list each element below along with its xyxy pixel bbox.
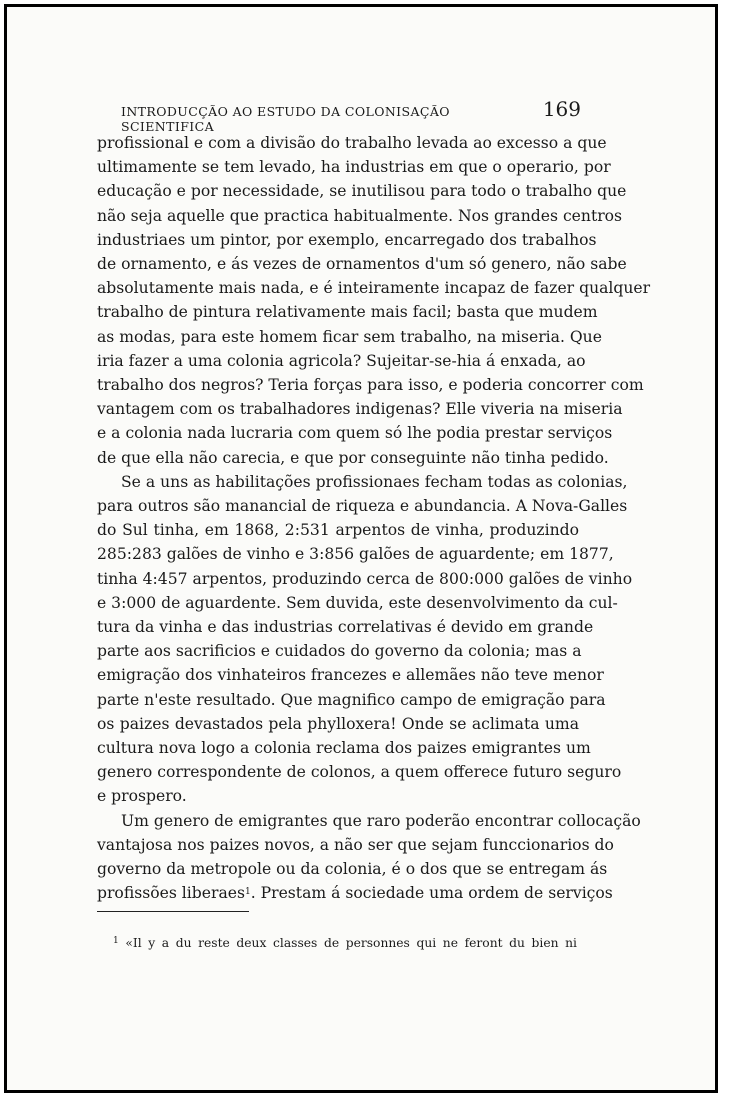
text-line: parte n'este resultado. Que magnifico campo de emigração para <box>97 690 606 709</box>
paragraph <box>97 809 641 906</box>
footnote-number: 1 <box>113 936 119 946</box>
text-line: Se a uns as habilitações profissionaes fecham todas as colonias, <box>121 472 628 491</box>
text-line: e a colonia nada lucraria com quem só lhe podia prestar serviços <box>97 424 613 443</box>
text-line: iria fazer a uma colonia agricola? Sujeitar-se-hia á enxada, ao <box>97 351 586 370</box>
text-line-tail: . Prestam á sociedade uma ordem de serviços <box>250 884 613 903</box>
body-text <box>97 131 651 906</box>
footnote-divider <box>97 911 249 912</box>
text-line: emigração dos vinhateiros francezes e allemães não teve menor <box>97 666 604 685</box>
text-line: e prospero. <box>97 787 187 806</box>
text-line: genero correspondente de colonos, a quem offerece futuro seguro <box>97 763 622 782</box>
text-line: as modas, para este homem ficar sem trabalho, na miseria. Que <box>97 327 602 346</box>
text-line: e 3:000 de aguardente. Sem duvida, este desenvolvimento da cul- <box>97 593 618 612</box>
running-title: INTRODUCÇÃO AO ESTUDO DA COLONISAÇÃO SCIENTIFICA <box>121 104 450 134</box>
text-line: industriaes um pintor, por exemplo, encarregado dos trabalhos <box>97 230 597 249</box>
text-line: para outros são manancial de riqueza e abundancia. A Nova-Galles <box>97 497 628 516</box>
text-line: absolutamente mais nada, e é inteiramente incapaz de fazer qualquer <box>97 279 651 298</box>
text-line: trabalho de pintura relativamente mais facil; basta que mudem <box>97 303 598 322</box>
text-line: ultimamente se tem levado, ha industrias em que o operario, por <box>97 158 611 177</box>
text-line: os paizes devastados pela phylloxera! Onde se aclimata uma <box>97 714 579 733</box>
text-line: de que ella não carecia, e que por conseguinte não tinha pedido. <box>97 448 609 467</box>
text-line: profissional e com a divisão do trabalho levada ao excesso a que <box>97 134 607 152</box>
text-line: vantajosa nos paizes novos, a não ser que sejam funccionarios do <box>97 835 614 854</box>
paragraph <box>97 131 651 470</box>
text-line: do Sul tinha, em 1868, 2:531 arpentos de vinha, produzindo <box>97 521 579 540</box>
text-line: não seja aquelle que practica habitualmente. Nos grandes centros <box>97 206 623 225</box>
page-number: 169 <box>542 97 581 121</box>
text-line: educação e por necessidade, se inutilisou para todo o trabalho que <box>97 182 627 201</box>
book-page <box>4 4 718 1093</box>
text-line: cultura nova logo a colonia reclama dos paizes emigrantes um <box>97 739 591 758</box>
text-line: 285:283 galões de vinho e 3:856 galões de aguardente; em 1877, <box>97 545 614 564</box>
text-line: tura da vinha e das industrias correlativas é devido em grande <box>97 618 594 637</box>
paragraph <box>97 470 633 809</box>
text-line: de ornamento, e ás vezes de ornamentos d'um só genero, não sabe <box>97 255 627 274</box>
text-line: trabalho dos negros? Teria forças para isso, e poderia concorrer com <box>97 376 644 395</box>
text-line: governo da metropole ou da colonia, é o dos que se entregam ás <box>97 860 608 879</box>
text-line-head: profissões liberaes <box>97 884 245 903</box>
text-line: parte aos sacrificios e cuidados do governo da colonia; mas a <box>97 642 582 661</box>
text-line: tinha 4:457 arpentos, produzindo cerca de 800:000 galões de vinho <box>97 569 633 588</box>
running-header <box>121 97 581 134</box>
footnote-reference[interactable]: 1 <box>244 887 251 898</box>
footnote-text: «Il y a du reste deux classes de personnes qui ne feront du bien ni <box>125 936 577 950</box>
footnote <box>113 935 577 951</box>
text-line: vantagem com os trabalhadores indigenas? Elle viveria na miseria <box>97 400 623 419</box>
text-line: Um genero de emigrantes que raro poderão encontrar collocação <box>121 811 641 830</box>
text-line <box>97 881 613 905</box>
